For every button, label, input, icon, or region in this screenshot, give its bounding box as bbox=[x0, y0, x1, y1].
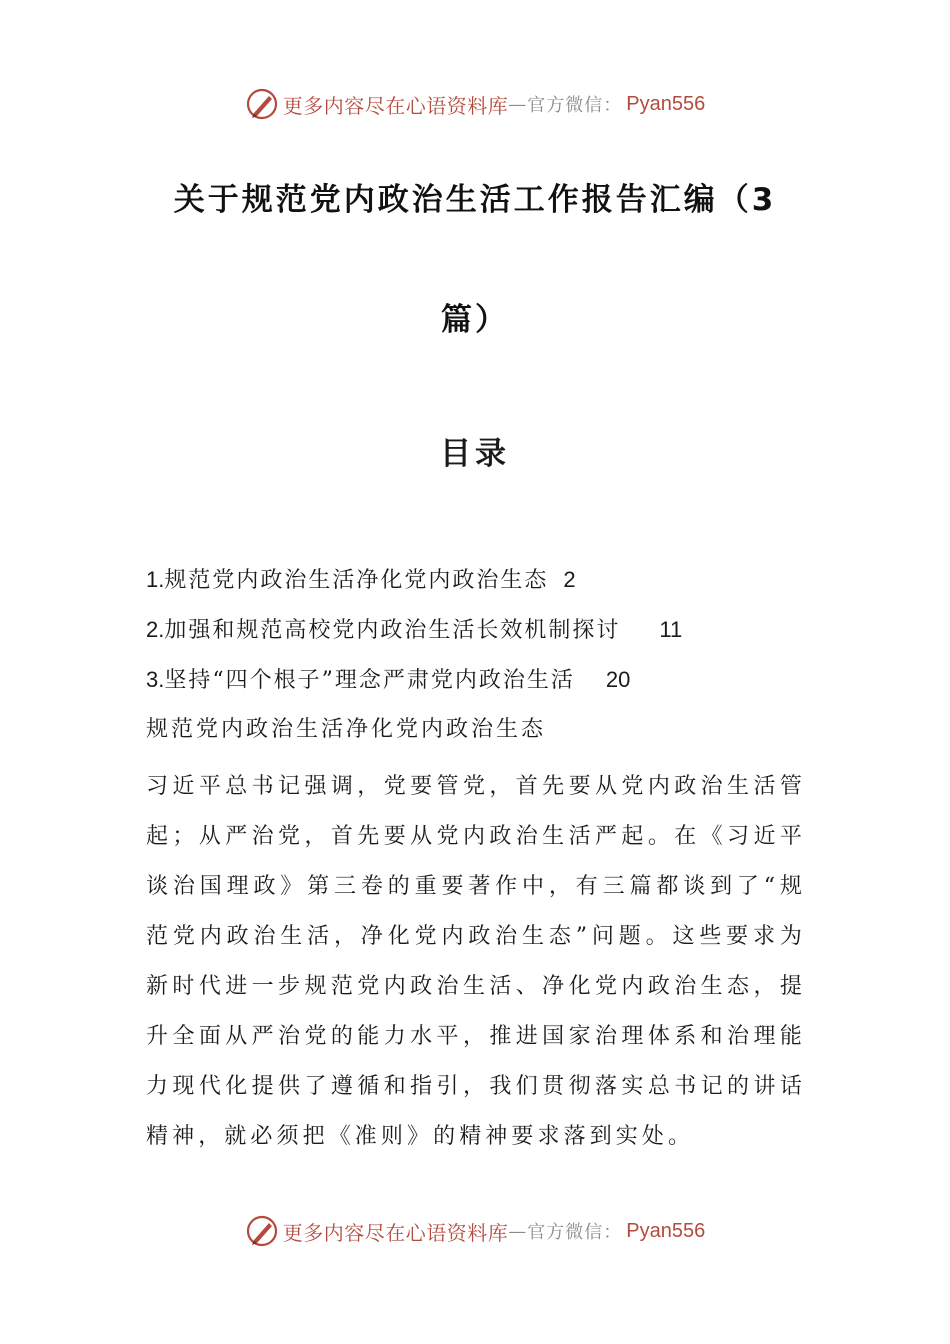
toc-heading: 目录 bbox=[440, 436, 510, 472]
toc-item-page: 20 bbox=[605, 667, 631, 692]
toc-item-number: 1. bbox=[146, 567, 165, 592]
watermark-main-text: 更多内容尽在心语资料库 bbox=[282, 1220, 509, 1245]
toc-item-number: 2. bbox=[146, 617, 165, 642]
toc-item-title: 规范党内政治生活净化党内政治生态 bbox=[164, 568, 549, 593]
watermark-official-label: 官方微信： bbox=[527, 1222, 623, 1243]
toc-item-page: 2 bbox=[563, 567, 576, 592]
watermark-dash: — bbox=[508, 1220, 528, 1242]
watermark-wechat-id: Pyan556 bbox=[626, 1219, 706, 1242]
document-title-line-2: 篇） bbox=[441, 302, 509, 338]
toc-item[interactable] bbox=[146, 612, 682, 662]
toc-item[interactable] bbox=[146, 662, 682, 712]
pen-logo-icon bbox=[245, 87, 279, 121]
watermark-wechat-id: Pyan556 bbox=[626, 92, 706, 115]
body-paragraph: 习近平总书记强调，党要管党，首先要从党内政治生活管起；从严治党，首先要从党内政治生活严起。在《习近平谈治国理政》第三卷的重要著作中，有三篇都谈到了“规范党内政治生活，净化党内政治生态”问题。这些要求为新时代进一步规范党内政治生活、净化党内政治生态，提升全面从严治党的能力水平，推进国家治理体系和治理能力现代化提供了遵循和指引，我们贯彻落实总书记的讲话精神，就必须把《准则》的精神要求落到实处。 bbox=[146, 774, 806, 1149]
watermark-official-label: 官方微信： bbox=[527, 95, 623, 116]
toc-item-page: 11 bbox=[659, 617, 683, 642]
watermark-main-text: 更多内容尽在心语资料库 bbox=[282, 93, 509, 118]
footer-watermark bbox=[0, 1211, 950, 1251]
pen-logo-icon bbox=[245, 1214, 279, 1248]
toc-item-title: 加强和规范高校党内政治生活长效机制探讨 bbox=[164, 618, 621, 643]
table-of-contents bbox=[146, 562, 682, 712]
toc-item[interactable] bbox=[146, 562, 682, 612]
toc-item-number: 3. bbox=[146, 667, 165, 692]
header-watermark bbox=[0, 84, 950, 124]
document-body bbox=[146, 712, 806, 1162]
watermark-dash: — bbox=[508, 93, 528, 115]
section-title: 规范党内政治生活净化党内政治生态 bbox=[146, 717, 547, 742]
document-title-line-1: 关于规范党内政治生活工作报告汇编（3 bbox=[173, 182, 777, 218]
toc-item-title: 坚持“四个根子”理念严肃党内政治生活 bbox=[164, 668, 575, 693]
